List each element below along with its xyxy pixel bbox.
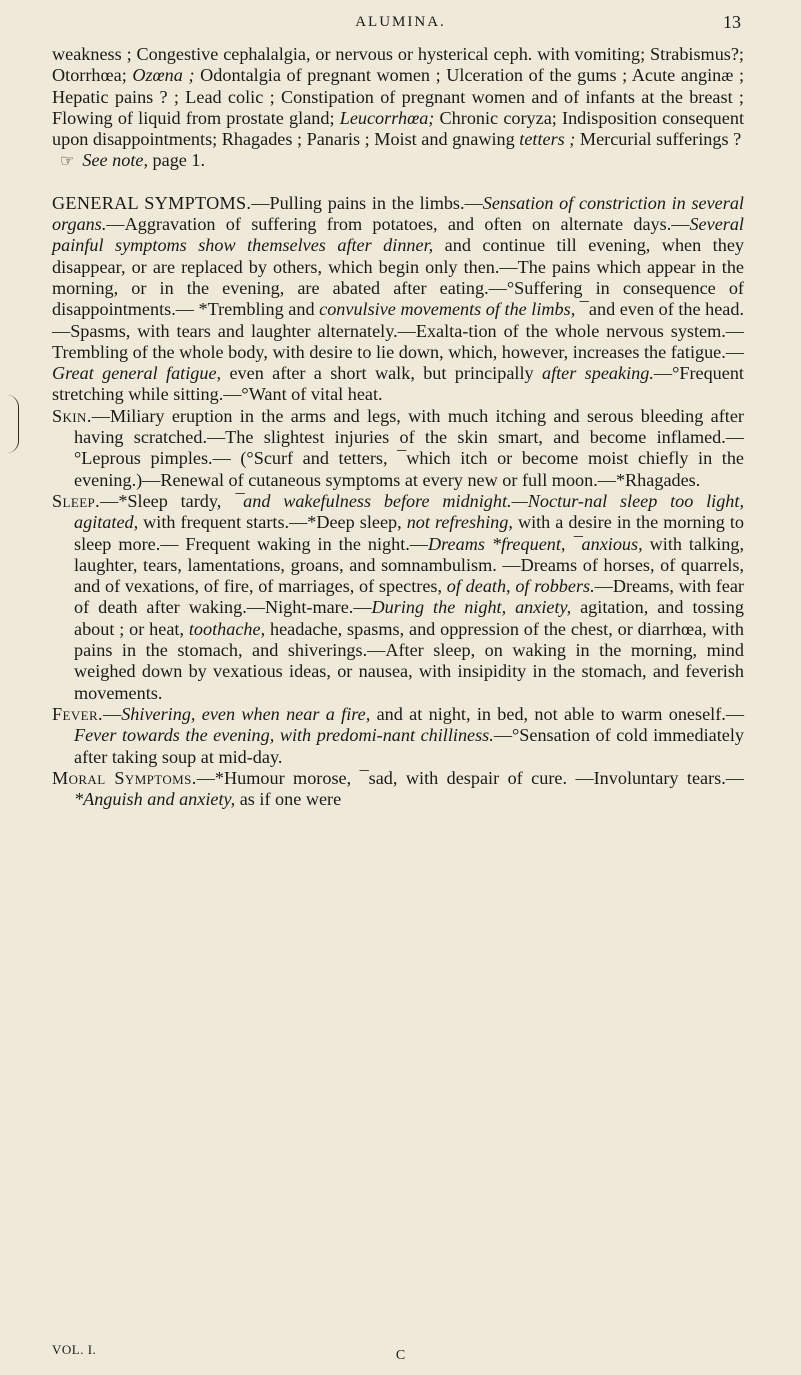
see-note-page: page 1. [148,150,206,171]
sleep-text-5: —Dreams, with fear of death after waking.—Night-mare.— [74,576,744,618]
general-italic-2: Several painful symptoms show themselves after dinner, [52,214,744,256]
sleep-italic-5: During the night, anxiety, [371,597,572,618]
sleep-heading: Sleep. [52,490,101,511]
general-text-4: ¯and even of the head.—Spasms, with tears and laughter alternately.—Exalta-tion of the whole nervous system.—Trembling of the whole body, with desire to lie down, which, however, increases the fatigue.— [52,299,744,362]
general-text-6: —°Frequent stretching while sitting.—°Want of vital heat. [52,363,744,405]
intro-italic-1: Ozœna ; [132,65,195,86]
general-italic-4: Great general fatigue, [52,363,222,384]
sleep-italic-2: not refreshing, [406,512,513,533]
intro-text-2: Odontalgia of pregnant women ; Ulceration of the gums ; Acute anginæ ; Hepatic pains ? ; Lead colic ; Constipation of pregnant women and of infants at the breast ; Flowing of liquid from prostate gland; [52,65,745,128]
sleep-text-7: headache, spasms, and oppression of the chest, or diarrhœa, with pains in the stomach, and shiverings.—After sleep, on waking in the morning, mind weighed down by vexatious ideas, or nausea, with insipidity in the stomach, and feverish movements. [74,618,744,703]
fever-heading: Fever. [52,703,104,724]
moral-entry [52,768,744,811]
body-text [52,44,744,810]
fever-text-2: and at night, in bed, not able to warm oneself.— [370,703,745,724]
skin-entry [52,406,744,491]
general-symptoms-paragraph [52,193,744,406]
skin-text: —Miliary eruption in the arms and legs, with much itching and serous bleeding after having scratched.—The slightest injuries of the skin smart, and become inflamed.—°Leprous pimples.— (°Scurf and tetters, ¯which itch or become moist chiefly in the evening.)—Renewal of cutaneous symptoms at every new or full moon.—*Rhagades. [74,405,744,490]
fever-italic-2: Fever towards the evening, with predomi-nant chilliness. [74,725,494,746]
signature-letter: C [395,1348,406,1363]
fever-text-1: — [103,703,122,724]
moral-heading: Moral Symptoms. [52,767,197,788]
moral-text-1: —*Humour morose, ¯sad, with despair of cure. —Involuntary tears.— [196,767,744,788]
sleep-italic-1: ¯and wakefulness before midnight.—Noctur-nal sleep too light, agitated, [74,490,744,533]
moral-text-2: as if one were [235,789,342,810]
intro-italic-2: Leucorrhœa; [339,107,435,128]
sleep-text-6: agitation, and tossing about ; or heat, [74,597,744,639]
general-italic-3: convulsive movements of the limbs, [319,299,576,320]
intro-italic-3: tetters ; [519,129,576,150]
intro-paragraph [52,44,744,150]
fever-text-3: —°Sensation of cold immediately after taking soup at mid-day. [74,725,744,767]
fever-italic-1: Shivering, even when near a fire, [121,703,371,724]
general-text-2: —Aggravation of suffering from potatoes, and often on alternate days.— [106,214,690,235]
moral-italic-1: *Anguish and anxiety, [74,789,236,810]
general-italic-5: after speaking. [541,363,654,384]
intro-text-3: Chronic coryza; Indisposition consequent upon disappointments; Rhagades ; Panaris ; Moist and gnawing [52,107,744,150]
intro-text-1: weakness ; Congestive cephalalgia, or nervous or hysterical ceph. with vomiting; Strabismus?; Otorrhœa; [52,44,744,86]
general-italic-1: Sensation of constriction in several organs. [52,192,744,235]
pointing-hand-icon: ☞ [60,153,75,171]
sleep-text-3: with a desire in the morning to sleep more.— Frequent waking in the night.— [74,512,745,554]
volume-signature: VOL. I. [52,1342,97,1357]
skin-heading: Skin. [52,405,92,426]
sleep-entry [52,491,744,704]
general-symptoms-heading: GENERAL SYMPTOMS. [52,192,252,213]
sleep-text-2: with frequent starts.—*Deep sleep, [138,512,407,533]
page-number: 13 [723,12,741,32]
intro-text-4: Mercurial sufferings ? [575,129,742,150]
running-head [0,6,801,40]
general-text-3: and continue till evening, when they disappear, or are replaced by others, which begin only then.—The pains which appear in the morning, or in the evening, are abated after eating.—°Suffering in consequence of disappointments.— *Trembling and [52,235,744,320]
sleep-italic-4: of death, of robbers. [446,576,595,597]
section-gap [52,173,744,193]
fever-entry [52,704,744,768]
running-title: ALUMINA. [355,14,446,30]
sleep-text-1: —*Sleep tardy, [100,490,235,511]
margin-brace-mark [6,395,19,453]
sleep-italic-3: Dreams *frequent, ¯anxious, [428,533,643,554]
sleep-italic-6: toothache, [188,618,266,639]
see-note-line [52,150,744,172]
general-text-5: even after a short walk, but principally [221,363,542,384]
general-text-1: —Pulling pains in the limbs.— [251,192,483,213]
sleep-text-4: with talking, laughter, tears, lamentations, groans, and somnambulism. —Dreams of horses, of quarrels, and of vexations, of fire, of marriages, of spectres, [74,533,744,597]
see-note-label: See note, [82,150,148,171]
